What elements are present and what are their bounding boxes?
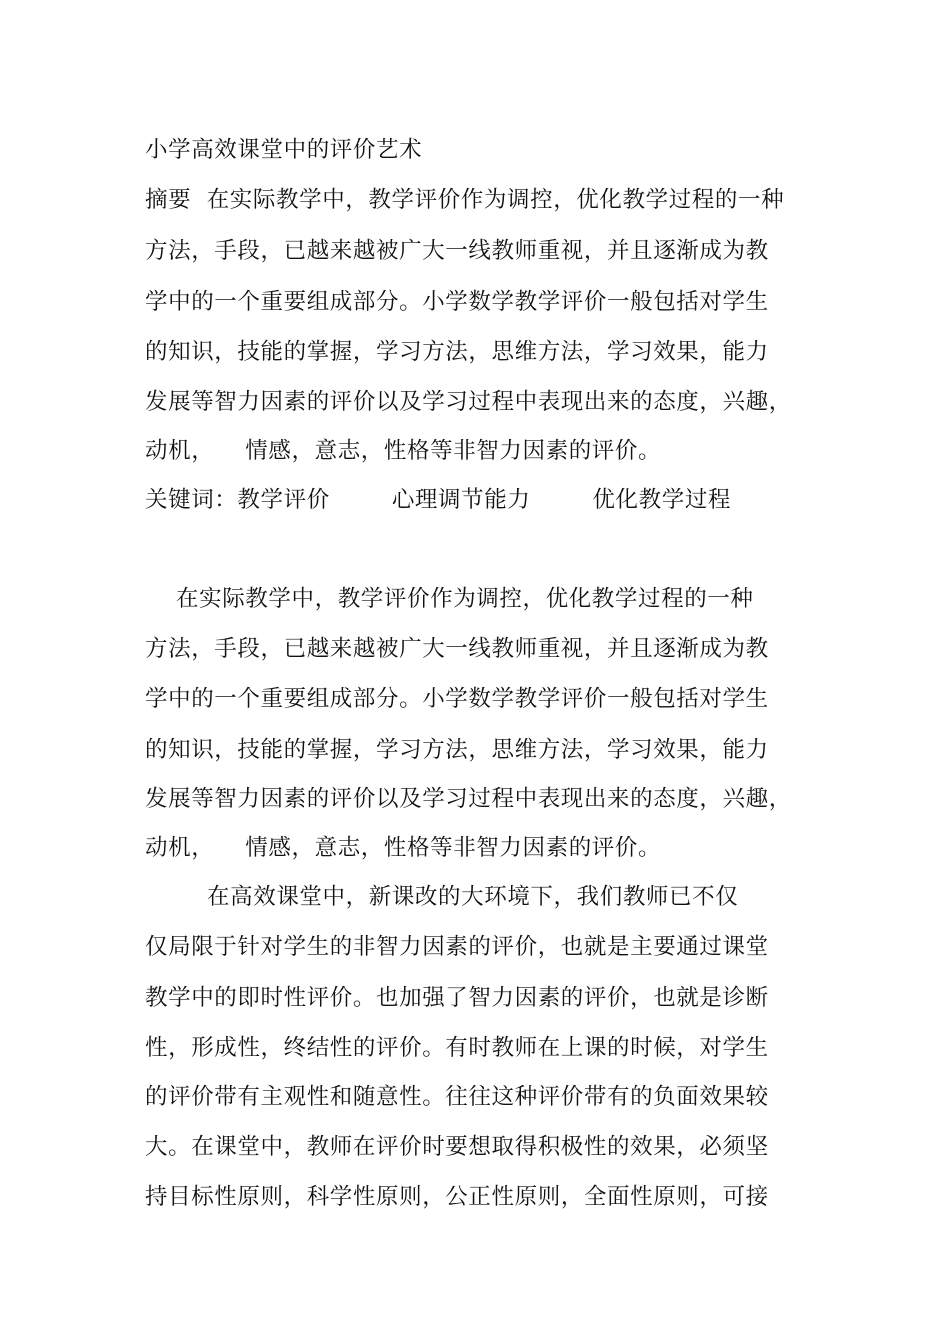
paragraph-line: 的知识，技能的掌握，学习方法，思维方法，学习效果，能力 — [145, 737, 769, 763]
abstract-line: 动机， 情感，意志，性格等非智力因素的评价。 — [145, 438, 662, 464]
paragraph-line: 仅局限于针对学生的非智力因素的评价，也就是主要通过课堂 — [145, 934, 769, 960]
paragraph-line: 动机， 情感，意志，性格等非智力因素的评价。 — [145, 835, 662, 861]
paragraph-line: 持目标性原则，科学性原则，公正性原则，全面性原则，可接 — [145, 1184, 769, 1210]
paragraph-line: 教学中的即时性评价。也加强了智力因素的评价，也就是诊断 — [145, 985, 769, 1011]
paragraph-line: 在实际教学中，教学评价作为调控，优化教学过程的一种 — [145, 586, 754, 612]
abstract-line: 摘要 在实际教学中，教学评价作为调控，优化教学过程的一种 — [145, 187, 785, 213]
abstract-line: 方法，手段，已越来越被广大一线教师重视，并且逐渐成为教 — [145, 238, 769, 264]
paragraph-line: 学中的一个重要组成部分。小学数学教学评价一般包括对学生 — [145, 686, 769, 712]
paragraph-line: 发展等智力因素的评价以及学习过程中表现出来的态度，兴趣， — [145, 786, 792, 812]
abstract-line: 的知识，技能的掌握，学习方法，思维方法，学习效果，能力 — [145, 339, 769, 365]
paragraph-line: 的评价带有主观性和随意性。往往这种评价带有的负面效果较 — [145, 1084, 769, 1110]
abstract-line: 发展等智力因素的评价以及学习过程中表现出来的态度，兴趣， — [145, 389, 792, 415]
paragraph-line: 在高效课堂中，新课改的大环境下，我们教师已不仅 — [145, 884, 739, 910]
document-title: 小学高效课堂中的评价艺术 — [145, 137, 423, 163]
paragraph-line: 大。在课堂中，教师在评价时要想取得积极性的效果，必须坚 — [145, 1134, 769, 1160]
paragraph-line: 方法，手段，已越来越被广大一线教师重视，并且逐渐成为教 — [145, 636, 769, 662]
abstract-line: 学中的一个重要组成部分。小学数学教学评价一般包括对学生 — [145, 289, 769, 315]
keywords-line: 关键词：教学评价 心理调节能力 优化教学过程 — [145, 487, 732, 513]
paragraph-line: 性，形成性，终结性的评价。有时教师在上课的时候，对学生 — [145, 1035, 769, 1061]
